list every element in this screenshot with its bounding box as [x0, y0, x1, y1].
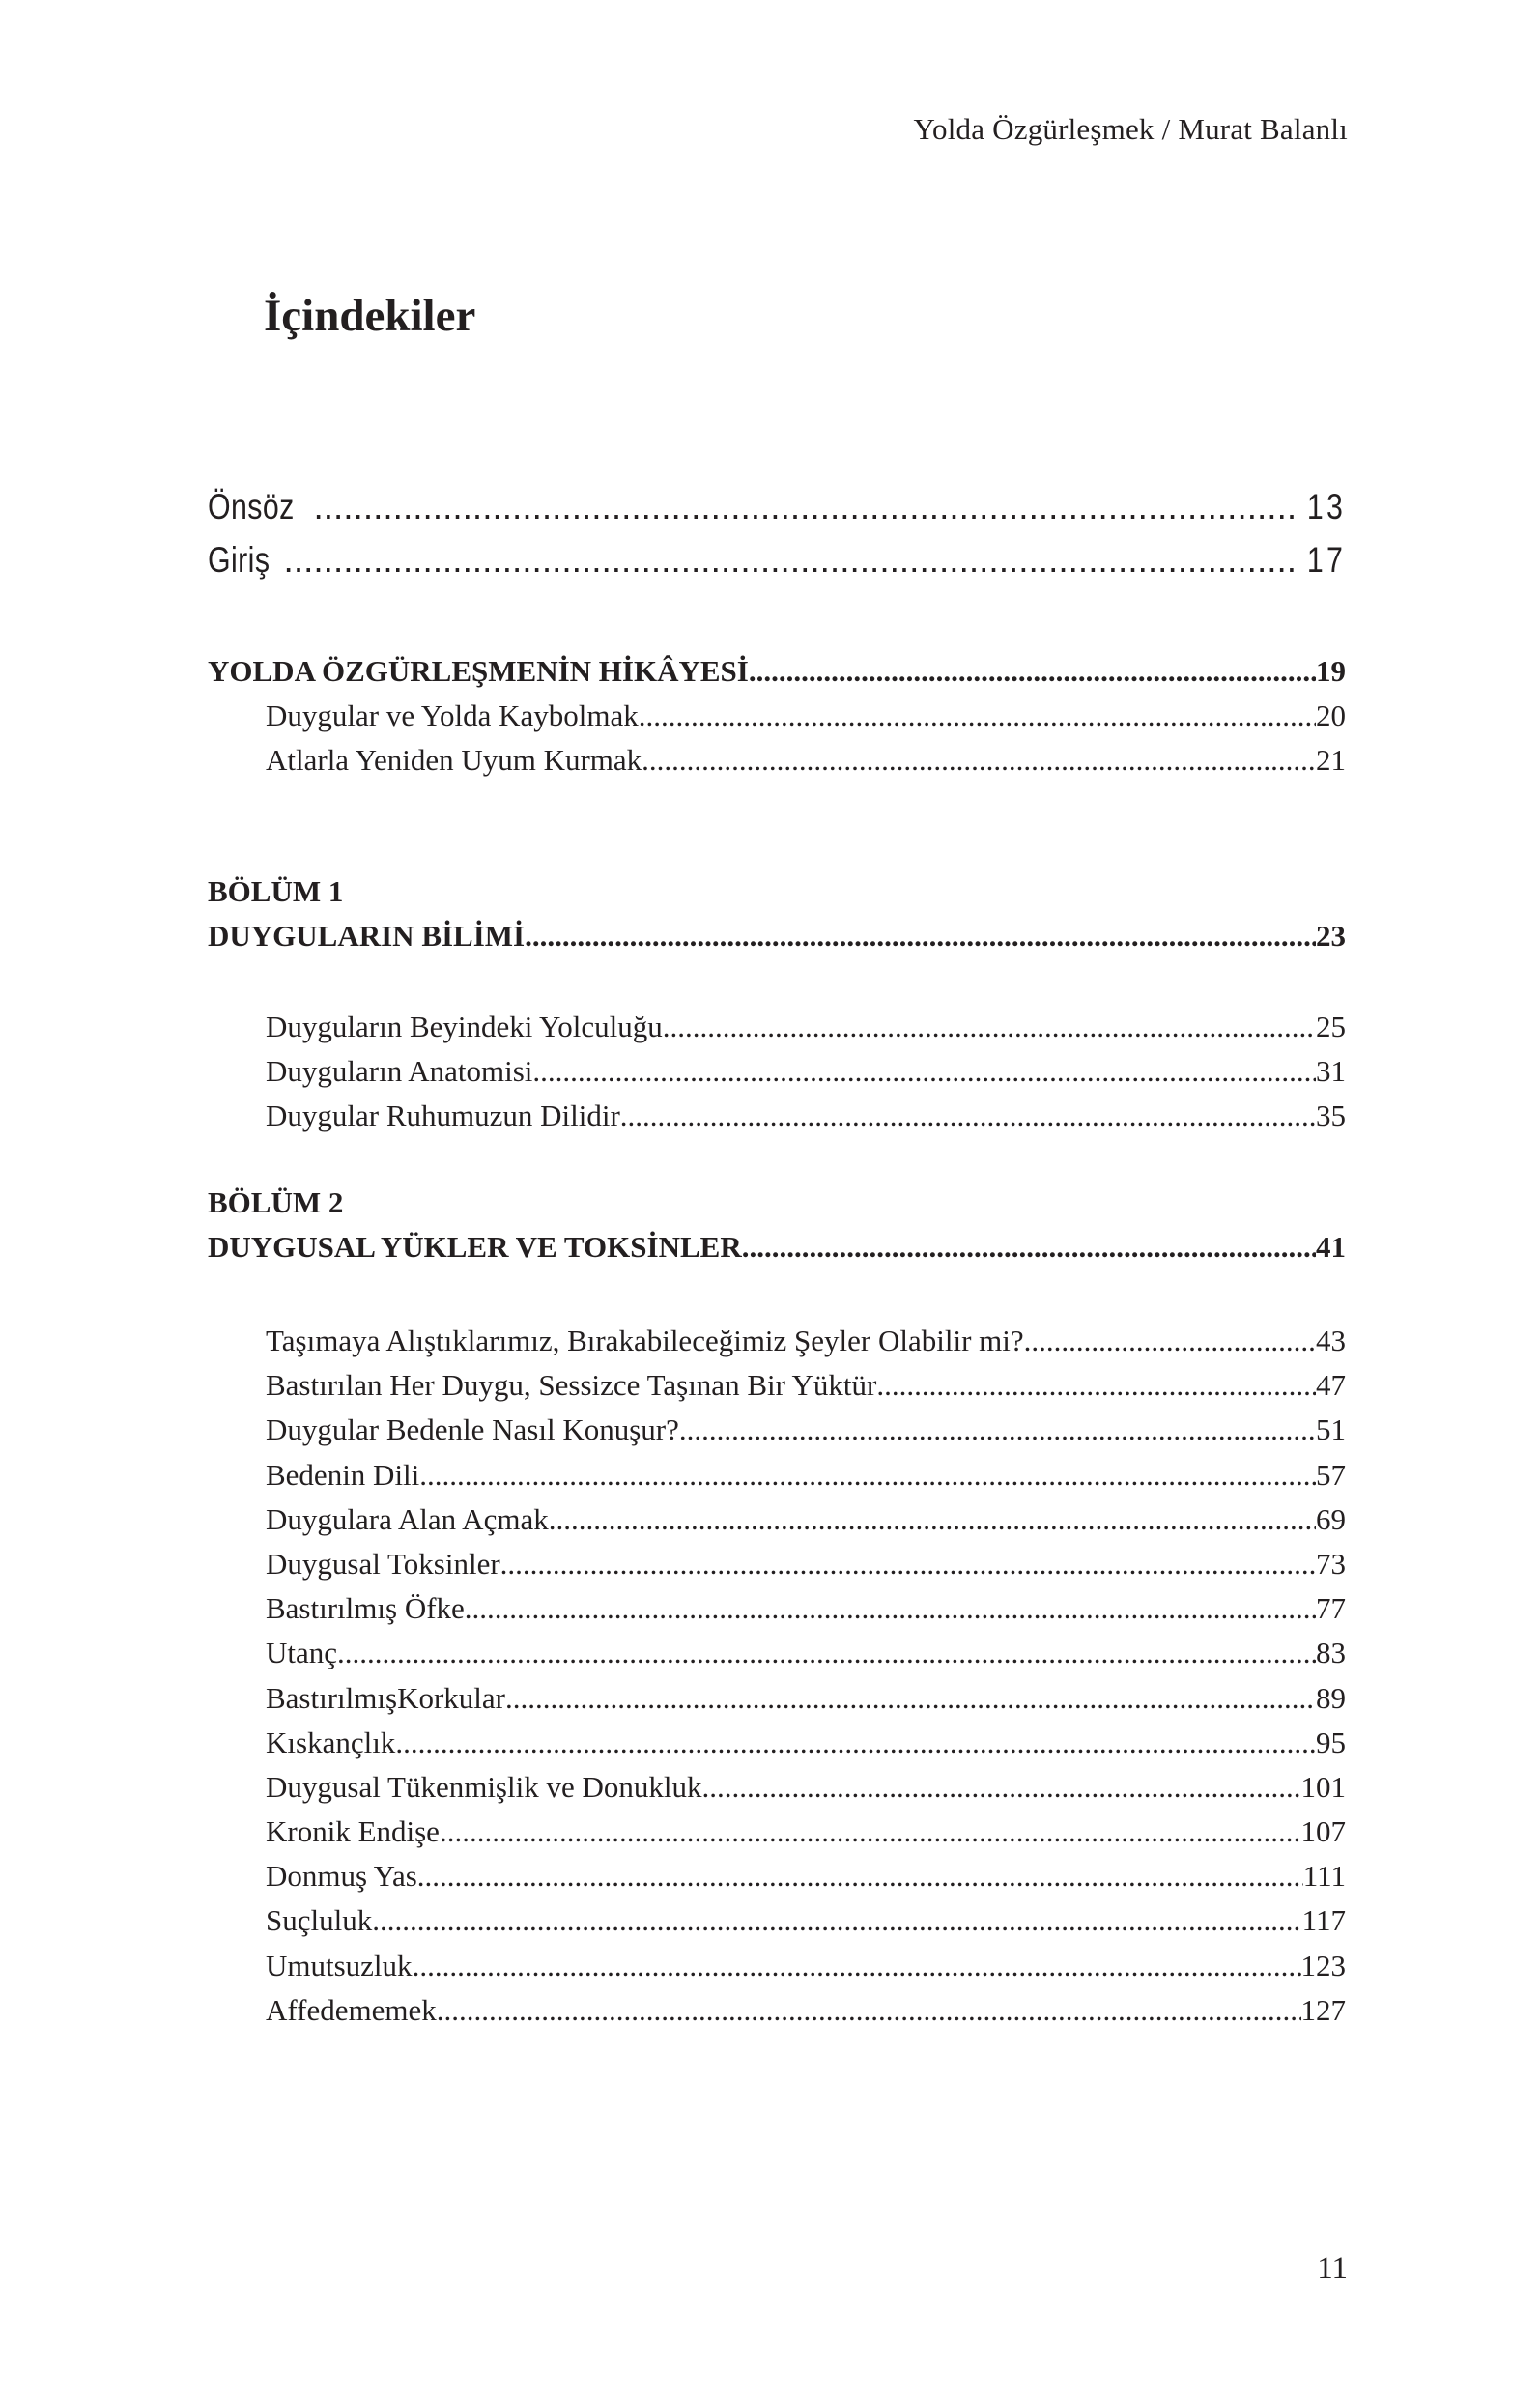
toc-section-title: DUYGUSAL YÜKLER VE TOKSİNLER — [208, 1230, 742, 1264]
toc-entry[interactable] — [266, 1765, 1346, 1810]
toc-prologue-entries — [208, 694, 1346, 783]
dot-leader — [742, 1225, 1316, 1269]
toc-entry-page: 73 — [1316, 1546, 1346, 1581]
toc-section-page: 23 — [1316, 919, 1346, 953]
dot-leader — [337, 1631, 1316, 1675]
toc-entry-label: Umutsuzluk — [266, 1948, 413, 1982]
toc-entry[interactable] — [266, 1094, 1346, 1138]
toc-entry-label: Duygulara Alan Açmak — [266, 1501, 549, 1536]
toc-entry-label: Kronik Endişe — [266, 1814, 440, 1849]
toc-entry-page: 111 — [1302, 1859, 1346, 1894]
toc-entry-label: Bastırılmış Öfke — [266, 1591, 465, 1626]
toc-entry[interactable] — [266, 1586, 1346, 1631]
toc-entry-label: Suçluluk — [266, 1903, 373, 1938]
toc-entry-label: Duygusal Toksinler — [266, 1546, 500, 1581]
dot-leader — [419, 1453, 1316, 1498]
dot-leader — [417, 1854, 1303, 1898]
toc-entry-page: 21 — [1316, 743, 1346, 778]
toc-section-heading[interactable] — [208, 914, 1346, 958]
toc-entry-label: Affedememek — [266, 1992, 437, 2027]
toc-entry[interactable] — [266, 1988, 1346, 2033]
toc-entry[interactable] — [266, 1498, 1346, 1542]
toc-part-label: BÖLÜM 2 — [208, 1185, 344, 1219]
toc-prologue — [208, 649, 1346, 694]
toc-entry-page: 95 — [1316, 1725, 1346, 1759]
toc-entry-page: 123 — [1300, 1948, 1346, 1982]
toc-entry-label: Bastırılan Her Duygu, Sessizce Taşınan Bir Yüktür — [266, 1368, 877, 1403]
toc-entry-page: 57 — [1316, 1457, 1346, 1492]
toc-entry-page: 83 — [1316, 1636, 1346, 1670]
toc-entry-page: 69 — [1316, 1501, 1346, 1536]
toc-entry[interactable] — [266, 1721, 1346, 1765]
toc-entry[interactable] — [266, 1944, 1346, 1988]
toc-entry[interactable] — [266, 1453, 1346, 1498]
toc-entry[interactable] — [266, 1319, 1346, 1363]
toc-entry[interactable] — [266, 1363, 1346, 1408]
dot-leader — [395, 1721, 1316, 1765]
toc-entry-label: Donmuş Yas — [266, 1859, 417, 1894]
toc-entry[interactable] — [266, 694, 1346, 738]
dot-leader — [642, 738, 1316, 783]
toc-front-matter — [208, 480, 1346, 586]
toc-entry-page: 17 — [1306, 540, 1346, 580]
toc-entry-page: 47 — [1316, 1368, 1346, 1403]
toc-entry-page: 13 — [1306, 487, 1346, 527]
toc-entry-label: Duyguların Anatomisi — [266, 1054, 533, 1089]
toc-entry[interactable] — [266, 1810, 1346, 1854]
toc-section-heading[interactable] — [208, 1225, 1346, 1269]
toc-entry[interactable] — [266, 1408, 1346, 1452]
dot-leader — [749, 649, 1316, 694]
toc-part-2-entries — [208, 1319, 1346, 2033]
toc-entry-label: Önsöz — [208, 487, 295, 527]
toc-entry-giris[interactable] — [208, 533, 1346, 586]
toc-entry[interactable] — [266, 738, 1346, 783]
toc-section-page: 19 — [1316, 654, 1346, 688]
toc-entry-onsoz[interactable] — [208, 480, 1346, 533]
toc-entry-label: Duygusal Tükenmişlik ve Donukluk — [266, 1769, 702, 1804]
toc-entry-page: 107 — [1300, 1814, 1346, 1849]
dot-leader — [532, 1049, 1316, 1094]
toc-entry-label: Atlarla Yeniden Uyum Kurmak — [266, 743, 642, 778]
dot-leader — [620, 1094, 1316, 1138]
dot-leader — [500, 1542, 1316, 1586]
toc-entry[interactable] — [266, 1049, 1346, 1094]
toc-entry-label: Duygular Bedenle Nasıl Konuşur? — [266, 1412, 679, 1447]
toc-entry-label: Duygular ve Yolda Kaybolmak — [266, 699, 639, 732]
toc-entry[interactable] — [266, 1898, 1346, 1943]
running-header: Yolda Özgürleşmek / Murat Balanlı — [913, 112, 1348, 146]
page-title: İçindekiler — [264, 291, 476, 341]
toc-entry-page: 51 — [1316, 1412, 1346, 1447]
dot-leader — [679, 1408, 1316, 1452]
dot-leader — [413, 1944, 1301, 1988]
toc-part-label: BÖLÜM 1 — [208, 874, 344, 908]
toc-section-heading[interactable] — [208, 649, 1346, 694]
toc-entry-label: Kıskançlık — [266, 1725, 396, 1759]
dot-leader — [284, 533, 1298, 586]
dot-leader — [663, 1005, 1316, 1049]
toc-entry-label: Duygular Ruhumuzun Dilidir — [266, 1098, 620, 1133]
toc-section-title: YOLDA ÖZGÜRLEŞMENİN HİKÂYESİ — [208, 654, 749, 688]
dot-leader — [549, 1498, 1316, 1542]
toc-entry-page: 25 — [1316, 1010, 1346, 1043]
toc-entry-label: Giriş — [208, 540, 271, 580]
dot-leader — [505, 1676, 1316, 1721]
dot-leader — [313, 480, 1298, 533]
toc-section-title: DUYGULARIN BİLİMİ — [208, 919, 526, 953]
toc-entry-page: 127 — [1300, 1992, 1346, 2027]
dot-leader — [1024, 1319, 1316, 1363]
toc-entry-page: 117 — [1301, 1903, 1346, 1938]
toc-part-2 — [208, 1181, 1346, 1269]
toc-entry-label: Utanç — [266, 1636, 338, 1670]
dot-leader — [440, 1810, 1301, 1854]
toc-entry-page: 77 — [1316, 1591, 1346, 1626]
toc-entry-label: Bedenin Dili — [266, 1457, 420, 1492]
dot-leader — [876, 1363, 1316, 1408]
toc-entry-page: 20 — [1316, 699, 1346, 732]
page-number: 11 — [1317, 2251, 1348, 2286]
toc-entry-label: BastırılmışKorkular — [266, 1680, 505, 1715]
dot-leader — [437, 1988, 1301, 2033]
toc-part-1-entries — [208, 1005, 1346, 1139]
toc-entry-page: 89 — [1316, 1680, 1346, 1715]
toc-section-page: 41 — [1316, 1230, 1346, 1264]
toc-entry-label: Taşımaya Alıştıklarımız, Bırakabileceğimiz Şeyler Olabilir mi? — [266, 1324, 1024, 1357]
dot-leader — [465, 1586, 1316, 1631]
toc-part-1 — [208, 870, 1346, 958]
toc-entry-page: 101 — [1300, 1769, 1346, 1804]
dot-leader — [701, 1765, 1300, 1810]
toc-entry[interactable] — [266, 1005, 1346, 1049]
toc-entry-page: 31 — [1316, 1054, 1346, 1089]
toc-entry-label: Duyguların Beyindeki Yolculuğu — [266, 1010, 663, 1043]
toc-entry[interactable] — [266, 1854, 1346, 1898]
toc-entry-page: 35 — [1316, 1098, 1346, 1133]
toc-entry[interactable] — [266, 1676, 1346, 1721]
dot-leader — [639, 694, 1316, 738]
toc-entry-page: 43 — [1316, 1324, 1346, 1357]
dot-leader — [525, 914, 1316, 958]
toc-entry[interactable] — [266, 1542, 1346, 1586]
dot-leader — [372, 1898, 1301, 1943]
toc-entry[interactable] — [266, 1631, 1346, 1675]
